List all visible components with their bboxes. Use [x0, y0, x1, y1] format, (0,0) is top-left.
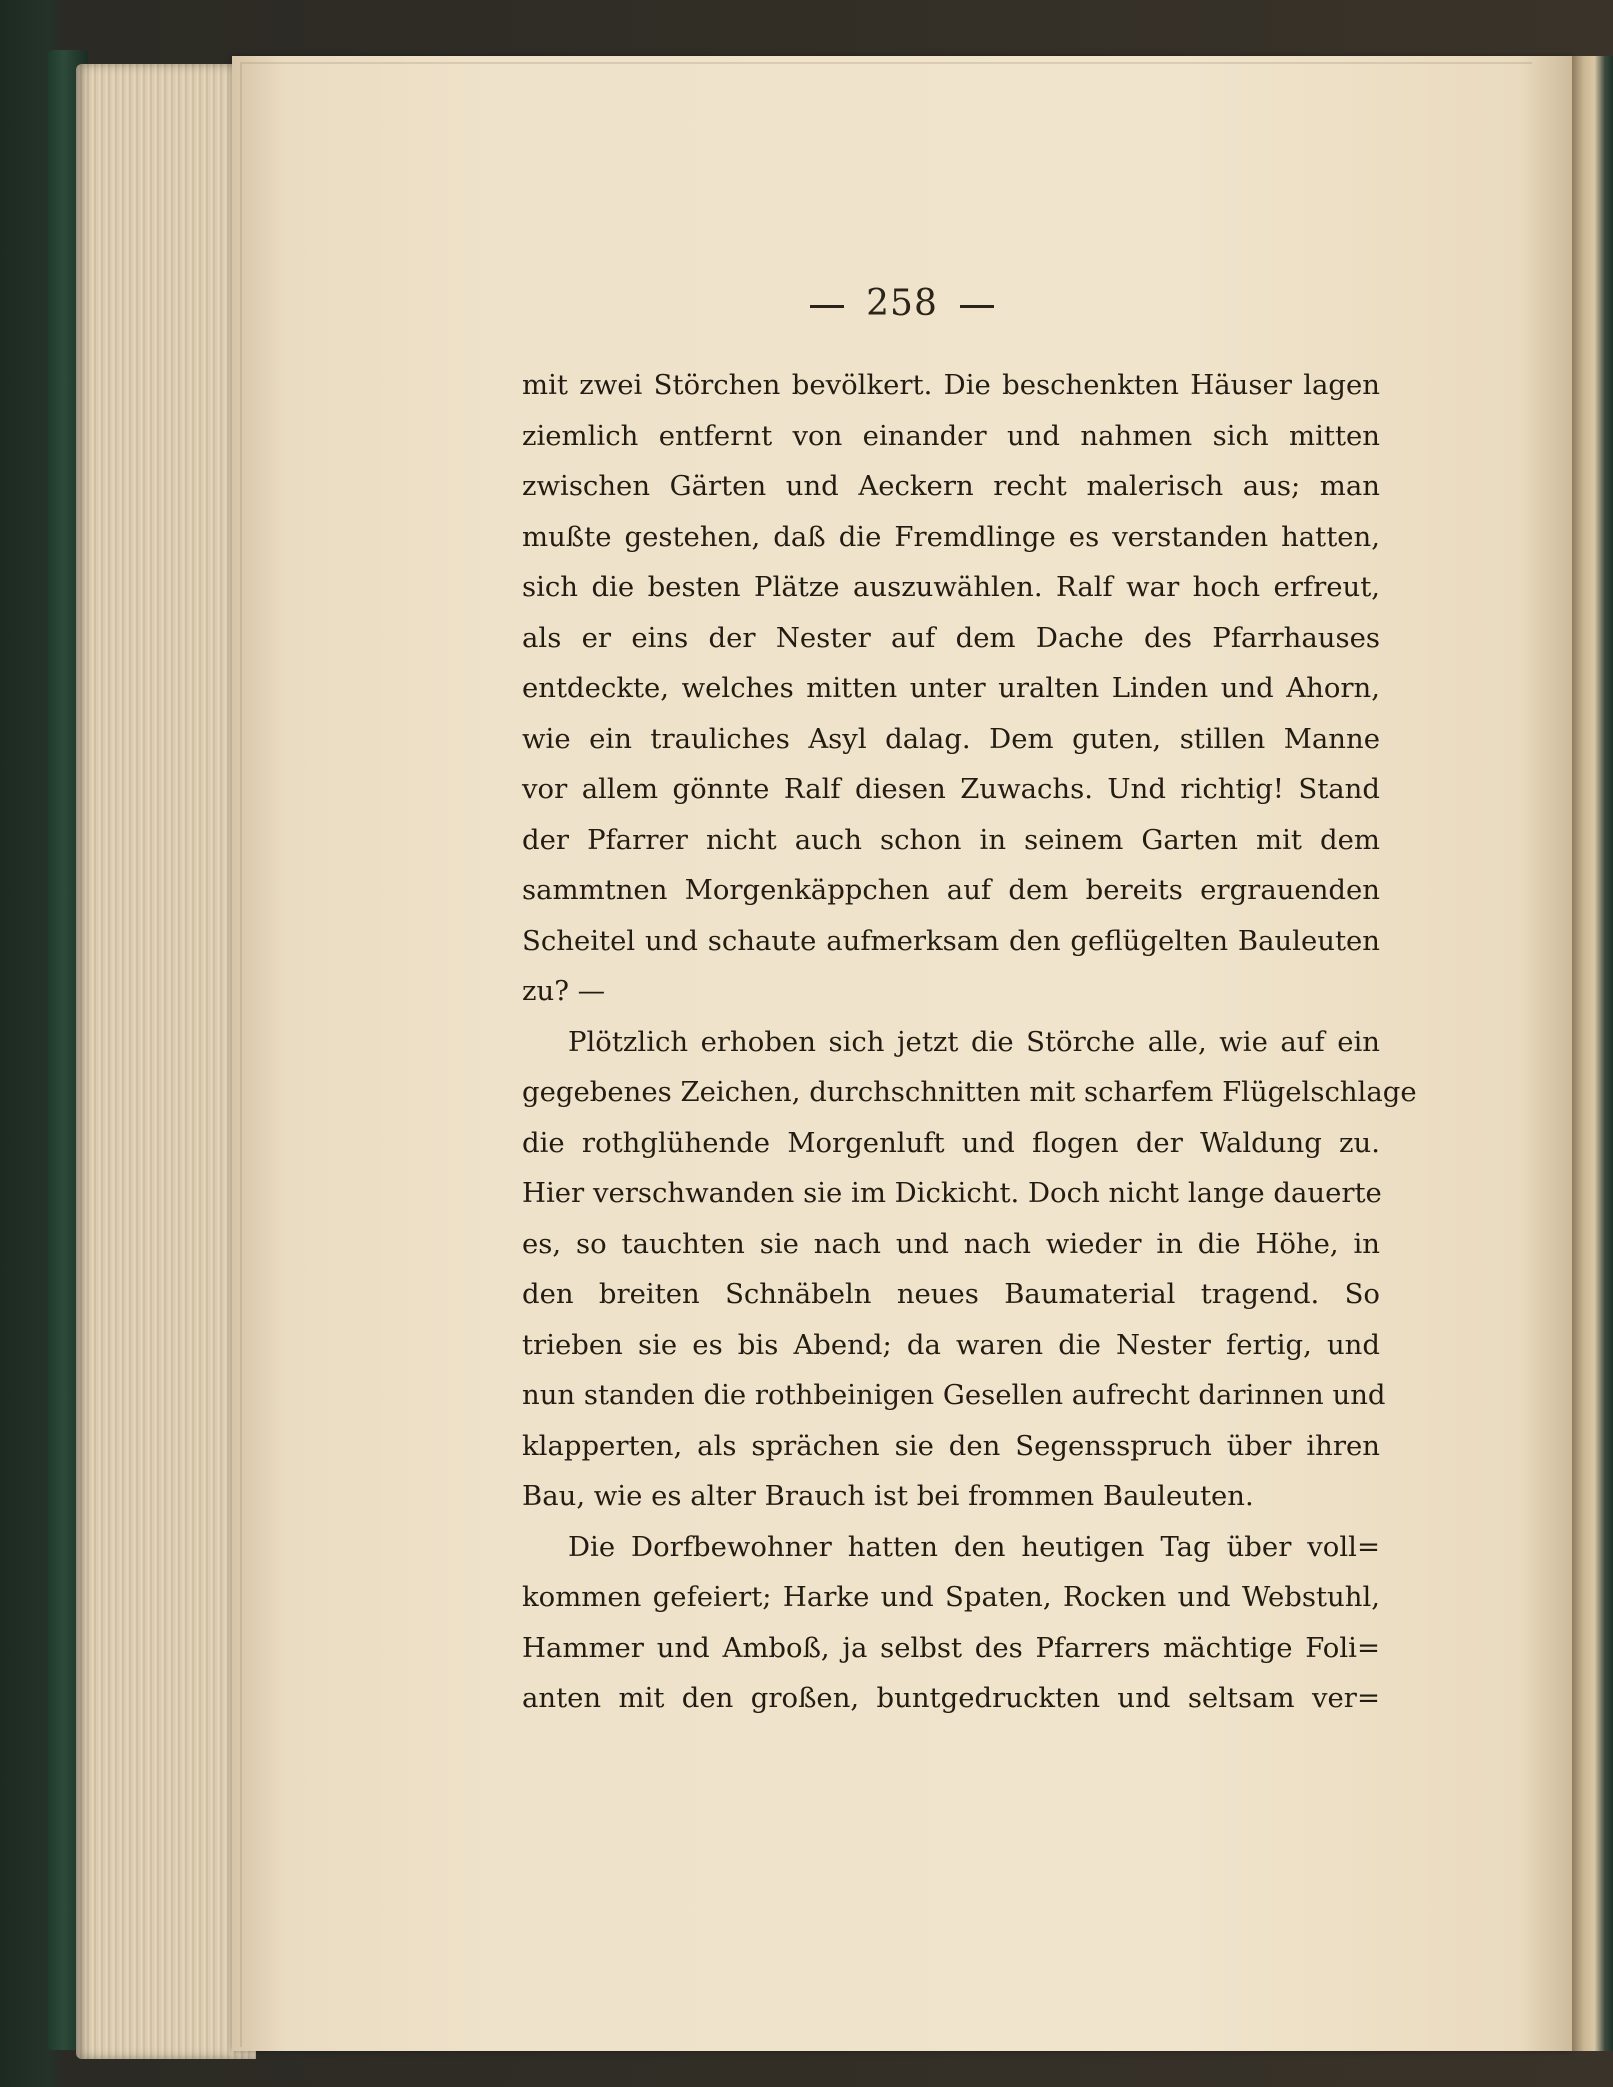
text-line: zu? — — [522, 975, 606, 1007]
page-stack-edge — [76, 64, 256, 2059]
binding-gutter — [1572, 56, 1613, 2051]
text-line: gegebenes Zeichen, durchschnitten mit scharfem Flügelschlage — [522, 1076, 1417, 1108]
text-line: wie ein trauliches Asyl dalag. Dem guten, stillen Manne — [522, 722, 1380, 755]
text-line: Bau, wie es alter Brauch ist bei frommen Bauleuten. — [522, 1480, 1254, 1512]
text-line: mit zwei Störchen bevölkert. Die beschenkten Häuser lagen — [522, 369, 1380, 401]
text-line: nun standen die rothbeinigen Gesellen aufrecht darinnen und — [522, 1379, 1386, 1411]
body-text — [522, 360, 1417, 1724]
text-line: Hammer und Amboß, ja selbst des Pfarrers mächtige Foli= — [522, 1631, 1380, 1664]
text-line: vor allem gönnte Ralf diesen Zuwachs. Und richtig! Stand — [522, 773, 1380, 805]
page-number — [232, 283, 1572, 324]
dash-left — [810, 305, 844, 308]
text-line: es, so tauchten sie nach und nach wieder in die Höhe, in — [522, 1227, 1380, 1260]
text-line: kommen gefeiert; Harke und Spaten, Rocken und Webstuhl, — [522, 1581, 1380, 1613]
text-line: entdeckte, welches mitten unter uralten Linden und Ahorn, — [522, 672, 1380, 704]
dash-right — [960, 305, 994, 308]
text-line: anten mit den großen, buntgedruckten und seltsam ver= — [522, 1682, 1380, 1714]
text-line: als er eins der Nester auf dem Dache des Pfarrhauses — [522, 621, 1380, 654]
text-line: sammtnen Morgenkäppchen auf dem bereits ergrauenden — [522, 874, 1380, 906]
text-line: Die Dorfbewohner hatten den heutigen Tag über voll= — [568, 1530, 1380, 1563]
text-line: die rothglühende Morgenluft und flogen der Waldung zu. — [522, 1126, 1380, 1159]
text-line: mußte gestehen, daß die Fremdlinge es verstanden hatten, — [522, 520, 1380, 553]
text-line: den breiten Schnäbeln neues Baumaterial tragend. So — [522, 1278, 1380, 1310]
text-line: Scheitel und schaute aufmerksam den geflügelten Bauleuten — [522, 924, 1380, 957]
text-line: sich die besten Plätze auszuwählen. Ralf war hoch erfreut, — [522, 571, 1380, 603]
text-line: Plötzlich erhoben sich jetzt die Störche alle, wie auf ein — [568, 1025, 1380, 1058]
text-line: ziemlich entfernt von einander und nahmen sich mitten — [522, 419, 1380, 452]
text-line: klapperten, als sprächen sie den Segensspruch über ihren — [522, 1429, 1380, 1462]
page-number-value: 258 — [866, 283, 938, 324]
text-line: trieben sie es bis Abend; da waren die Nester fertig, und — [522, 1328, 1380, 1361]
text-line: der Pfarrer nicht auch schon in seinem Garten mit dem — [522, 823, 1380, 856]
text-line: Hier verschwanden sie im Dickicht. Doch nicht lange dauerte — [522, 1177, 1382, 1209]
text-line: zwischen Gärten und Aeckern recht malerisch aus; man — [522, 470, 1380, 502]
